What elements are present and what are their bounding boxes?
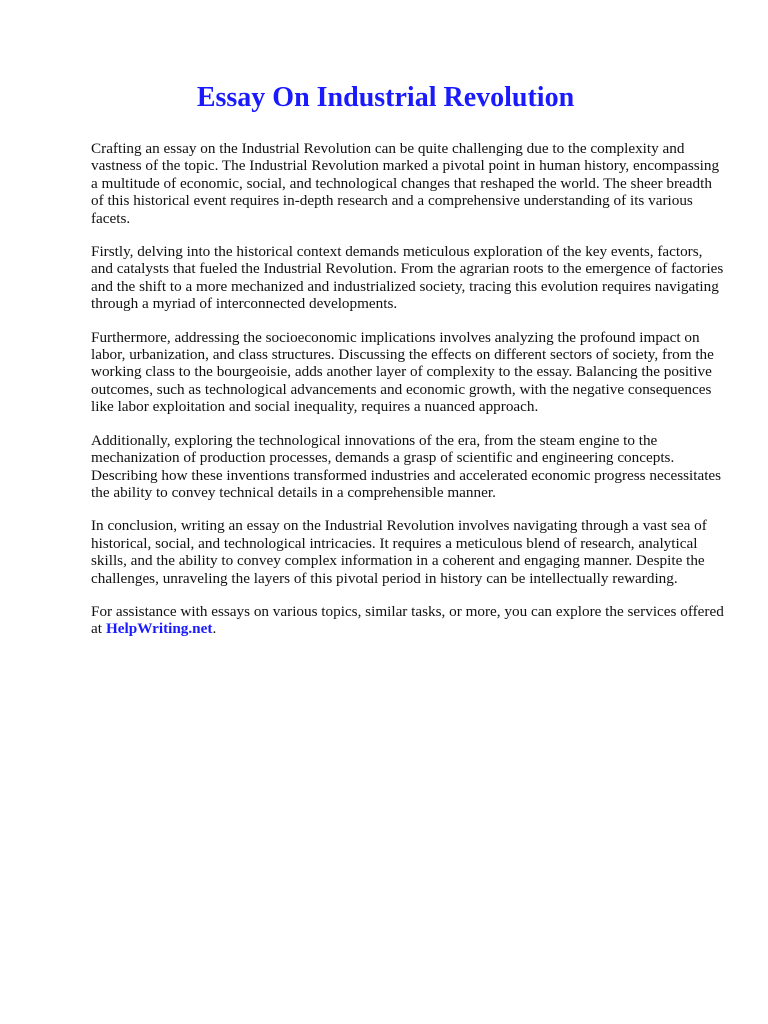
- paragraph-technological: Additionally, exploring the technological innovations of the era, from the steam engine to the mechanization of production processes, demands a grasp of scientific and engineering concepts. Describing how these inventions transformed industries and accelerated economic progress necessitates the ability to convey technical details in a comprehensible manner.: [91, 431, 722, 501]
- closing-suffix: .: [212, 620, 217, 638]
- paragraph-conclusion: In conclusion, writing an essay on the Industrial Revolution involves navigating through a vast sea of historical, social, and technological intricacies. It requires a meticulous blend of research, analytical skills, and the ability to convey complex information in a coherent and engaging manner. Despite the challenges, unraveling the layers of this pivotal period in history can be intellectually rewarding.: [91, 517, 707, 587]
- document-title: Essay On Industrial Revolution: [196, 82, 575, 113]
- paragraph-closing: [91, 603, 724, 638]
- paragraph-historical-context: Firstly, delving into the historical context demands meticulous exploration of the key events, factors, and catalysts that fueled the Industrial Revolution. From the agrarian roots to the emergence of factories and the shift to a more mechanized and industrialized society, tracing this evolution requires navigating through a myriad of interconnected developments.: [91, 243, 724, 313]
- paragraph-socioeconomic: Furthermore, addressing the socioeconomic implications involves analyzing the profound impact on labor, urbanization, and class structures. Discussing the effects on different sectors of society, from the working class to the bourgeoisie, adds another layer of complexity to the essay. Balancing the positive outcomes, such as technological advancements and economic growth, with the negative consequences like labor exploitation and social inequality, requires a nuanced approach.: [91, 328, 714, 416]
- paragraph-intro: Crafting an essay on the Industrial Revolution can be quite challenging due to the complexity and vastness of the topic. The Industrial Revolution marked a pivotal point in human history, encompassing a multitude of economic, social, and technological changes that reshaped the world. The sheer breadth of this historical event requires in-depth research and a comprehensive understanding of its various facets.: [91, 140, 720, 227]
- closing-text: For assistance with essays on various topics, similar tasks, or more, you can explore the services offered at: [91, 602, 724, 638]
- helpwriting-link[interactable]: HelpWriting.net: [105, 620, 213, 638]
